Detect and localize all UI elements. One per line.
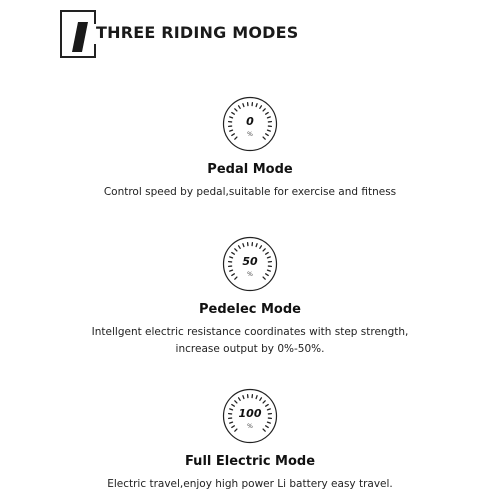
mode-description: [0, 184, 500, 201]
mode-title: Pedelec Mode: [199, 302, 301, 317]
mode-title: Pedal Mode: [207, 162, 293, 177]
slash-icon: [72, 22, 88, 52]
mode-description: [0, 324, 500, 358]
description-line: increase output by 0%-50%.: [175, 343, 325, 355]
mode-full-electric: [0, 388, 500, 493]
dial-value: 50: [242, 255, 258, 268]
dial-unit: %: [247, 131, 253, 138]
section-header: [60, 10, 340, 58]
dial-value: 100: [238, 407, 262, 420]
speedometer-dial-icon: [222, 388, 278, 444]
mode-title: Full Electric Mode: [184, 454, 316, 469]
description-line: Control speed by pedal,suitable for exercise and fitness: [103, 186, 397, 198]
bracket-slash-logo-icon: [60, 10, 94, 58]
mode-pedal: [0, 96, 500, 201]
speedometer-dial-icon: [222, 96, 278, 152]
description-line: Electric travel,enjoy high power Li battery easy travel.: [107, 478, 393, 490]
dial-unit: %: [247, 423, 253, 430]
dial-unit: %: [247, 271, 253, 278]
mode-pedelec: [0, 236, 500, 358]
description-line: Intellgent electric resistance coordinates with step strength,: [91, 326, 409, 338]
mode-description: [0, 476, 500, 493]
dial-value: 0: [246, 115, 254, 128]
section-title: THREE RIDING MODES: [96, 23, 299, 42]
speedometer-dial-icon: [222, 236, 278, 292]
